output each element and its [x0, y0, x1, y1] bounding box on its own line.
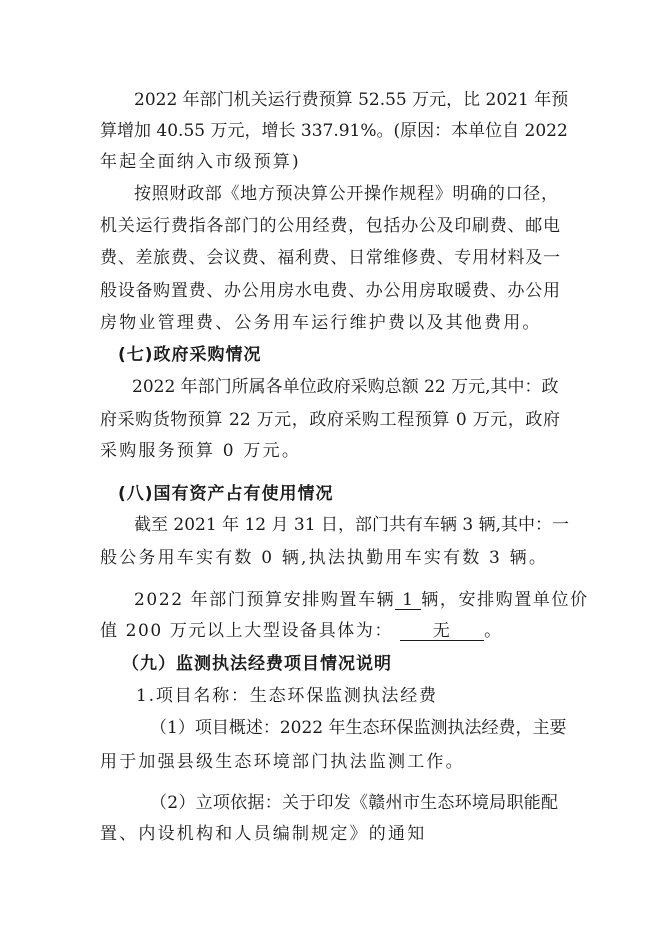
body-text-line: 府采购货物预算 22 万元，政府采购工程预算 0 万元，政府 — [100, 410, 560, 430]
body-text-line: 截至 2021 年 12 月 31 日，部门共有车辆 3 辆,其中：一 — [134, 515, 569, 535]
purchase-prefix: 2022 年部门预算安排购置车辆 — [134, 590, 396, 610]
section-heading: (八)国有资产占有使用情况 — [118, 484, 334, 504]
body-text-line: 用于加强县级生态环境部门执法监测工作。 — [100, 752, 465, 772]
body-text-line: 采购服务预算 0 万元。 — [100, 441, 302, 461]
body-text-line: 机关运行费指各部门的公用经费，包括办公及印刷费、邮电 — [100, 216, 560, 236]
project-name-line: 1.项目名称：生态环保监测执法经费 — [136, 686, 438, 706]
body-text-line: 2022 年部门机关运行费预算 52.55 万元，比 2021 年预 — [134, 90, 569, 110]
body-text-line: 年起全面纳入市级预算) — [100, 152, 301, 172]
equipment-line — [100, 620, 560, 642]
body-text-line: 算增加 40.55 万元，增长 337.91%。(原因：本单位自 2022 — [100, 121, 568, 141]
body-text-line: 置、内设机构和人员编制规定》的通知 — [100, 824, 427, 844]
body-text-line: 房物业管理费、公务用车运行维护费以及其他费用。 — [100, 313, 542, 333]
section-heading: (七)政府采购情况 — [118, 345, 262, 365]
body-text-line: 2022 年部门所属各单位政府采购总额 22 万元,其中：政 — [132, 377, 559, 397]
body-text-line: （1）项目概述：2022 年生态环保监测执法经费，主要 — [150, 718, 567, 738]
section-heading: （九）监测执法经费项目情况说明 — [122, 654, 392, 674]
equipment-blank: 无 — [400, 622, 484, 641]
body-text-line: 按照财政部《地方预决算公开操作规程》明确的口径， — [134, 184, 558, 204]
equipment-suffix: 。 — [484, 621, 503, 641]
vehicle-purchase-line — [134, 589, 594, 611]
vehicle-count-blank: 1 — [395, 591, 421, 610]
purchase-suffix: 辆，安排购置单位价 — [421, 590, 589, 610]
equipment-prefix: 值 200 万元以上大型设备具体为： — [100, 621, 394, 641]
body-text-line: 般设备购置费、办公用房水电费、办公用房取暖费、办公用 — [100, 281, 560, 301]
body-text-line: 费、差旅费、会议费、福利费、日常维修费、专用材料及一 — [100, 248, 560, 268]
body-text-line: （2）立项依据：关于印发《赣州市生态环境局职能配 — [150, 793, 558, 813]
body-text-line: 般公务用车实有数 0 辆,执法执勤用车实有数 3 辆。 — [100, 548, 549, 568]
